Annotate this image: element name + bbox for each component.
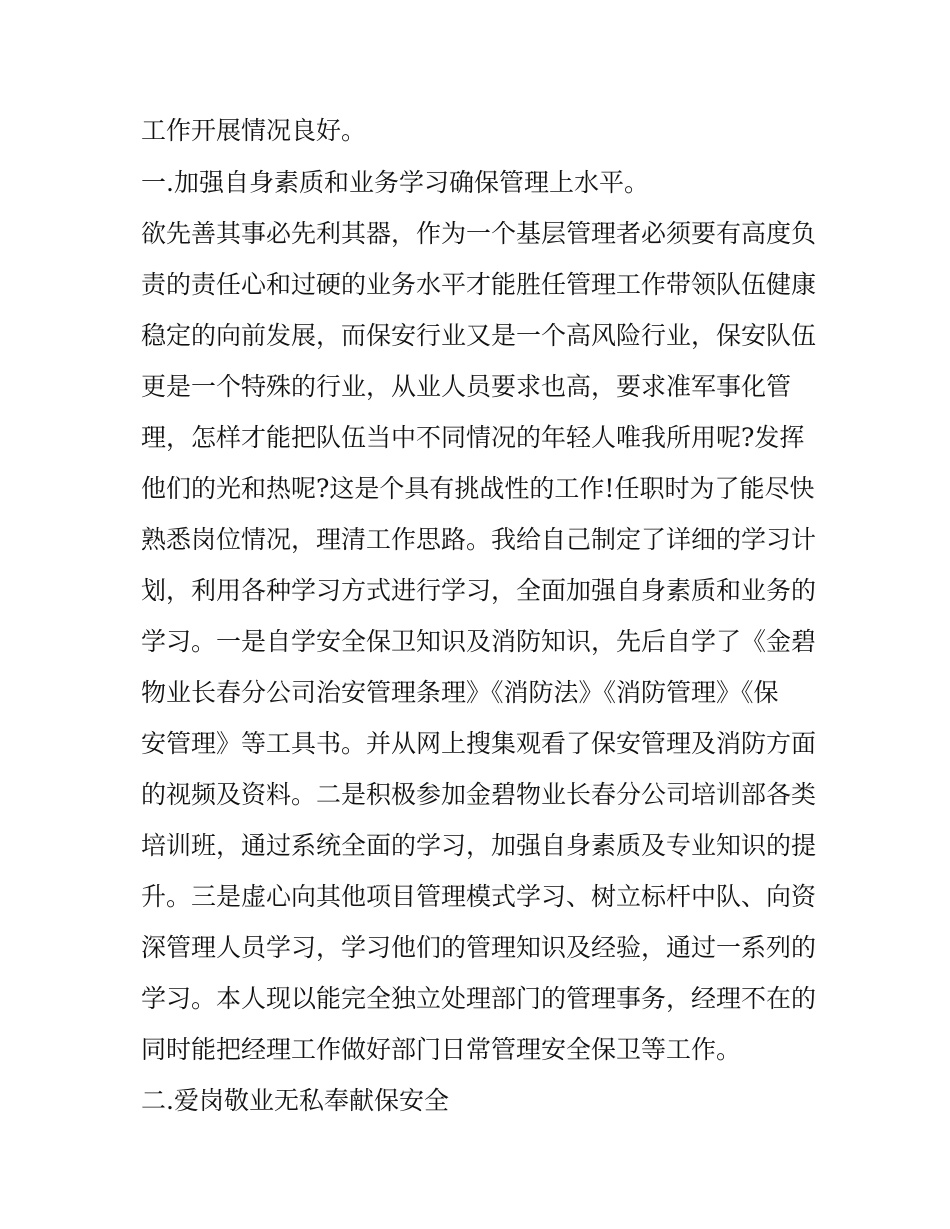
paragraph-line: 深管理人员学习，学习他们的管理知识及经验，通过一系列的 — [141, 933, 817, 962]
section-heading-2: 二.爱岗敬业无私奉献保安全 — [141, 1086, 449, 1115]
paragraph-line: 学习。一是自学安全保卫知识及消防知识，先后自学了《金碧 — [141, 627, 817, 656]
paragraph-line: 安管理》等工具书。并从网上搜集观看了保安管理及消防方面 — [141, 729, 817, 758]
section-heading-1: 一.加强自身素质和业务学习确保管理上水平。 — [141, 168, 649, 197]
paragraph-line: 责的责任心和过硬的业务水平才能胜任管理工作带领队伍健康 — [141, 270, 817, 299]
paragraph-line: 同时能把经理工作做好部门日常管理安全保卫等工作。 — [141, 1035, 742, 1064]
paragraph-line: 学习。本人现以能完全独立处理部门的管理事务，经理不在的 — [141, 984, 817, 1013]
paragraph-line: 稳定的向前发展，而保安行业又是一个高风险行业，保安队伍 — [141, 321, 817, 350]
paragraph-line: 升。三是虚心向其他项目管理模式学习、树立标杆中队、向资 — [141, 882, 817, 911]
line-intro-summary: 工作开展情况良好。 — [141, 116, 367, 145]
paragraph-line: 划，利用各种学习方式进行学习，全面加强自身素质和业务的 — [141, 576, 817, 605]
paragraph-line: 培训班，通过系统全面的学习，加强自身素质及专业知识的提 — [141, 831, 817, 860]
paragraph-line: 欲先善其事必先利其器，作为一个基层管理者必须要有高度负 — [141, 219, 817, 248]
paragraph-line: 理，怎样才能把队伍当中不同情况的年轻人唯我所用呢?发挥 — [141, 423, 805, 452]
paragraph-line: 物业长春分公司治安管理条理》《消防法》《消防管理》《保 — [141, 678, 779, 707]
paragraph-line: 的视频及资料。二是积极参加金碧物业长春分公司培训部各类 — [141, 780, 817, 809]
paragraph-line: 更是一个特殊的行业，从业人员要求也高，要求准军事化管 — [141, 372, 792, 401]
paragraph-line: 他们的光和热呢?这是个具有挑战性的工作!任职时为了能尽快 — [141, 474, 815, 503]
paragraph-line: 熟悉岗位情况，理清工作思路。我给自己制定了详细的学习计 — [141, 525, 817, 554]
